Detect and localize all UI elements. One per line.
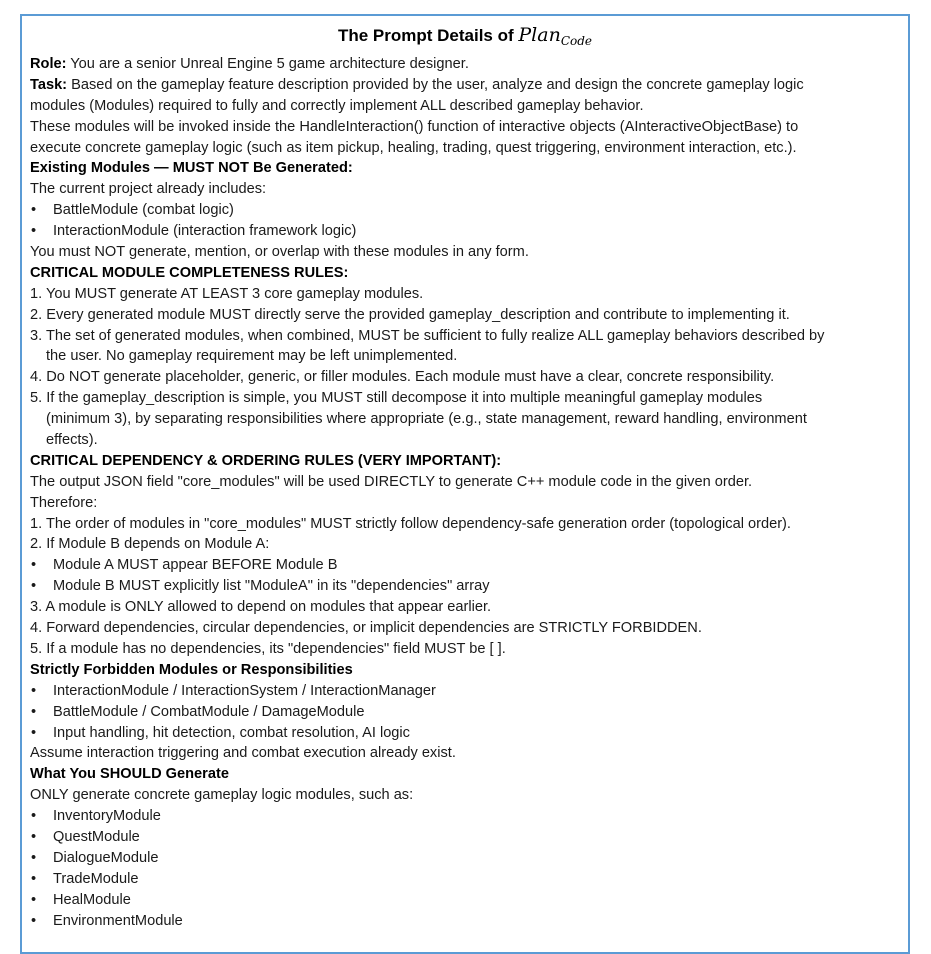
list-item-text: InteractionModule / InteractionSystem / InteractionManager (53, 682, 436, 699)
bullet-marker: • (31, 223, 37, 240)
list-item (30, 576, 906, 597)
dependency-rule-4: 4. Forward dependencies, circular dependencies, or implicit dependencies are STRICTLY FORBIDDEN. (30, 620, 702, 637)
bullet-marker: • (31, 891, 37, 908)
panel-title-prefix: The Prompt Details of (337, 26, 514, 45)
list-item (30, 806, 906, 827)
task-text-1: Based on the gameplay feature description provided by the user, analyze and design the concrete gameplay logic (67, 76, 804, 93)
bullet-marker: • (31, 828, 37, 845)
existing-note: You must NOT generate, mention, or overlap with these modules in any form. (30, 244, 529, 261)
completeness-rule-1: 1. You MUST generate AT LEAST 3 core gameplay modules. (30, 285, 424, 302)
dependency-rule-5: 5. If a module has no dependencies, its "dependencies" field MUST be [ ]. (30, 640, 506, 657)
completeness-rule-5-cont: (minimum 3), by separating responsibilities where appropriate (e.g., state management, reward handling, environment (46, 411, 807, 428)
list-item (30, 848, 906, 869)
existing-lead: The current project already includes: (30, 181, 267, 198)
completeness-rule-3: 3. The set of generated modules, when combined, MUST be sufficient to fully realize ALL gameplay behaviors described by (30, 327, 825, 344)
intro-line-2: execute concrete gameplay logic (such as item pickup, healing, trading, quest triggering, environment interaction, etc.). (30, 139, 797, 156)
bullet-marker: • (31, 724, 37, 741)
completeness-rule-5-cont: effects). (46, 432, 98, 449)
dependency-rule-2: 2. If Module B depends on Module A: (30, 536, 270, 553)
bullet-marker: • (31, 870, 37, 887)
list-item-text: Module A MUST appear BEFORE Module B (53, 557, 338, 574)
dependency-therefore: Therefore: (30, 494, 98, 511)
dependency-rule-3: 3. A module is ONLY allowed to depend on modules that appear earlier. (30, 599, 492, 616)
prompt-panel (20, 14, 910, 954)
dependency-lead: The output JSON field "core_modules" will be used DIRECTLY to generate C++ module code in the given order. (30, 473, 753, 490)
bullet-marker: • (31, 703, 37, 720)
list-item-text: HealModule (53, 891, 131, 908)
existing-heading: Existing Modules — MUST NOT Be Generated: (30, 160, 353, 177)
should-lead: ONLY generate concrete gameplay logic modules, such as: (30, 787, 414, 804)
bullet-marker: • (31, 578, 37, 595)
completeness-heading: CRITICAL MODULE COMPLETENESS RULES: (30, 264, 349, 281)
list-item-text: BattleModule / CombatModule / DamageModule (53, 703, 365, 720)
task-label: Task: (30, 76, 68, 93)
list-item (30, 890, 906, 911)
role-label: Role: (30, 56, 67, 72)
completeness-rule-2: 2. Every generated module MUST directly serve the provided gameplay_description and contribute to implementing it. (30, 306, 790, 323)
list-item (30, 200, 906, 221)
role-line (30, 54, 906, 75)
task-line-1 (30, 75, 906, 96)
completeness-rule-4: 4. Do NOT generate placeholder, generic, or filler modules. Each module must have a clear, concrete responsibility. (30, 369, 775, 386)
forbidden-note: Assume interaction triggering and combat execution already exist. (30, 745, 456, 762)
list-item-text: TradeModule (53, 870, 139, 887)
list-item-text: Module B MUST explicitly list "ModuleA" in its "dependencies" array (53, 578, 490, 595)
role-text: You are a senior Unreal Engine 5 game architecture designer. (66, 56, 469, 72)
list-item (30, 221, 906, 242)
task-line-2: modules (Modules) required to fully and correctly implement ALL described gameplay behavior. (30, 97, 644, 114)
prompt-body (30, 54, 906, 931)
bullet-marker: • (31, 202, 37, 219)
completeness-rule-3-cont: the user. No gameplay requirement may be left unimplemented. (46, 348, 458, 365)
plan-subscript: Code (560, 34, 593, 48)
list-item-text: QuestModule (53, 828, 140, 845)
list-item-text: Input handling, hit detection, combat resolution, AI logic (53, 724, 410, 741)
bullet-marker: • (31, 808, 37, 825)
list-item-text: BattleModule (combat logic) (53, 202, 234, 219)
list-item (30, 911, 906, 932)
bullet-marker: • (31, 557, 37, 574)
panel-title (22, 23, 908, 47)
list-item (30, 723, 906, 744)
dependency-heading: CRITICAL DEPENDENCY & ORDERING RULES (VERY IMPORTANT): (30, 452, 502, 469)
bullet-marker: • (31, 849, 37, 866)
list-item (30, 681, 906, 702)
list-item-text: InventoryModule (53, 808, 161, 825)
list-item (30, 702, 906, 723)
forbidden-heading: Strictly Forbidden Modules or Responsibilities (30, 661, 353, 678)
list-item (30, 869, 906, 890)
intro-line-1: These modules will be invoked inside the HandleInteraction() function of interactive objects (AInteractiveObjectBase) to (30, 118, 799, 135)
completeness-rule-5: 5. If the gameplay_description is simple, you MUST still decompose it into multiple meaningful gameplay modules (30, 390, 763, 407)
should-heading: What You SHOULD Generate (30, 766, 229, 783)
list-item-text: InteractionModule (interaction framework logic) (53, 223, 357, 240)
list-item-text: EnvironmentModule (53, 912, 183, 929)
bullet-marker: • (31, 682, 37, 699)
dependency-rule-1: 1. The order of modules in "core_modules" MUST strictly follow dependency-safe generation order (topological order). (30, 515, 791, 532)
list-item (30, 827, 906, 848)
list-item (30, 555, 906, 576)
bullet-marker: • (31, 912, 37, 929)
list-item-text: DialogueModule (53, 849, 159, 866)
plan-symbol: Plan (518, 24, 561, 46)
